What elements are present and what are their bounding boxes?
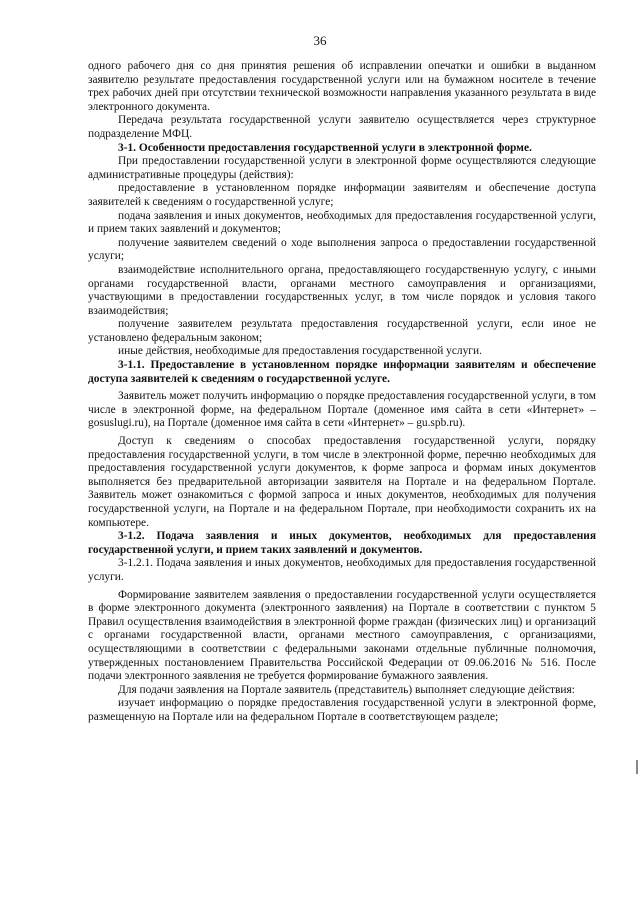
list-item: получение заявителем сведений о ходе выполнения запроса о предоставлении государственной услуги; xyxy=(88,236,596,263)
paragraph: При предоставлении государственной услуги в электронной форме осуществляются следующие административные процедуры (действия): xyxy=(88,155,596,181)
paragraph: Передача результата государственной услуги заявителю осуществляется через структурное подразделение МФЦ. xyxy=(88,114,596,140)
list-item: получение заявителем результата предоставления государственной услуги, если иное не установлено федеральным законом; xyxy=(88,318,596,344)
paragraph: одного рабочего дня со дня принятия решения об исправлении опечатки и ошибки в выданном заявителю результате предоставления государственной услуги или на бумажном носителе в течение трех рабочих дней при отсутствии технической возможности направления указанного результата в виде электронного документа. xyxy=(88,60,596,113)
paragraph: Формирование заявителем заявления о предоставлении государственной услуги осуществляется в форме электронного документа (электронного заявления) на Портале в соответствии с пунктом 5 Правил осуществления взаимодействия в электронной форме граждан (физических лиц) и организаций с органами государственной власти, органами местного самоуправления, с организациями, осуществляющими в соответствии с федеральными законами отдельные публичные полномочия, утвержденных постановлением Правительства Российской Федерации от 09.06.2016 № 516. После подачи электронного заявления не требуется формирование бумажного заявления. xyxy=(88,588,596,683)
scan-edge-mark xyxy=(636,760,638,774)
document-body xyxy=(88,60,596,725)
paragraph: 3-1.2.1. Подача заявления и иных документов, необходимых для предоставления государственной услуги. xyxy=(88,557,596,583)
list-item: иные действия, необходимые для предоставления государственной услуги. xyxy=(118,345,482,358)
section-heading: 3-1. Особенности предоставления государственной услуги в электронной форме. xyxy=(118,141,532,154)
list-item: подача заявления и иных документов, необходимых для предоставления государственной услуги, и прием таких заявлений и документов; xyxy=(88,209,596,236)
paragraph: Доступ к сведениям о способах предоставления государственной услуги, порядку предоставления государственной услуги, в том числе в электронной форме, перечню необходимых для предоставления государственной услуги документов, к форме запроса и формам иных документов выполняется без предварительной авторизации заявителя на Портале и на федеральном Портале. Заявитель может ознакомиться с формой запроса и иных документов, необходимых для получения государственной услуги, на Портале и на федеральном Портале, при необходимости сохранить их на компьютере. xyxy=(88,435,596,529)
list-item: предоставление в установленном порядке информации заявителям и обеспечение доступа заявителей к сведениям о государственной услуге; xyxy=(88,182,596,208)
paragraph: Заявитель может получить информацию о порядке предоставления государственной услуги, в том числе в электронной форме, на федеральном Портале (доменное имя сайта в сети «Интернет» – gosuslugi.ru), на Портале (доменное имя сайта в сети «Интернет» – gu.spb.ru). xyxy=(88,390,596,430)
subsection-heading: 3-1.2. Подача заявления и иных документов, необходимых для предоставления государственной услуги, и прием таких заявлений и документов. xyxy=(88,530,596,556)
subsection-heading: 3-1.1. Предоставление в установленном порядке информации заявителям и обеспечение доступа заявителей к сведениям о государственной услуге. xyxy=(88,359,596,385)
list-item: взаимодействие исполнительного органа, предоставляющего государственную услугу, с иными органами государственной власти, органами местного самоуправления и организациями, участвующими в предоставлении государственных услуг, в том числе порядок и условия такого взаимодействия; xyxy=(88,263,596,317)
paragraph: Для подачи заявления на Портале заявитель (представитель) выполняет следующие действия: xyxy=(118,683,575,696)
page-number: 36 xyxy=(313,33,327,48)
list-item: изучает информацию о порядке предоставления государственной услуги в электронной форме, размещенную на Портале или на федеральном Портале в соответствующем разделе; xyxy=(88,697,596,723)
